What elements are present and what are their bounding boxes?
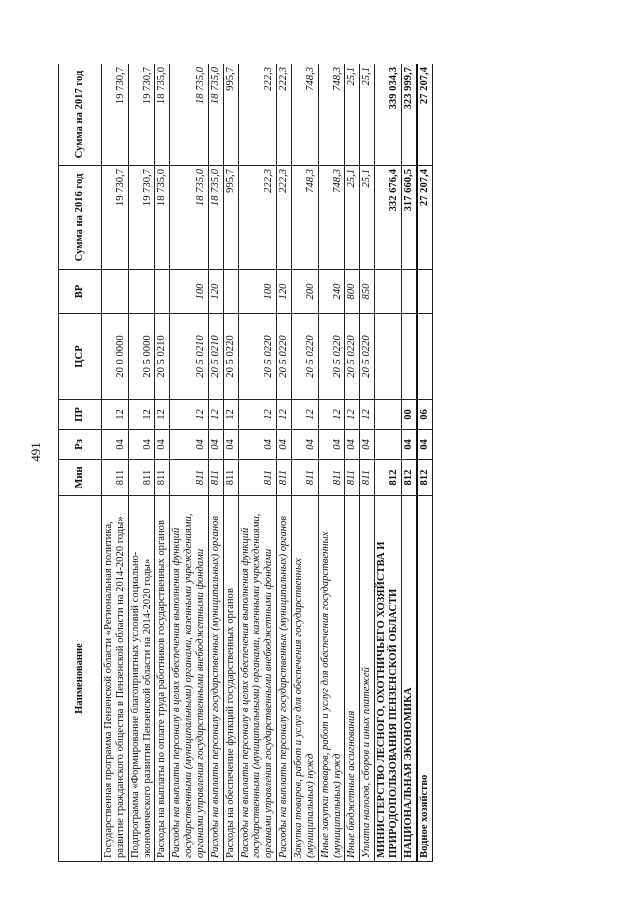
cell-pr: 00 [401, 400, 416, 430]
cell-sum-2017: 19 730,7 [128, 64, 155, 166]
cell-min: 811 [277, 460, 292, 496]
cell-name: Государственная программа Пензенской области «Региональная политика, развитие гражданского общества в Пензенской области на 2014-2020 годы» [102, 496, 129, 862]
cell-sum-2016: 222,3 [277, 166, 292, 270]
rotated-table-container [58, 64, 614, 862]
cell-pr: 12 [238, 400, 277, 430]
cell-csr: 20 5 0220 [238, 314, 277, 400]
cell-sum-2017: 339 034,3 [375, 64, 402, 166]
cell-sum-2017: 25,1 [360, 64, 375, 166]
cell-rz: 04 [170, 430, 209, 460]
cell-csr [401, 314, 416, 400]
cell-sum-2016: 19 730,7 [128, 166, 155, 270]
cell-rz: 04 [102, 430, 129, 460]
header-sum-2017: Сумма на 2017 год [59, 64, 102, 166]
cell-pr: 12 [318, 400, 345, 430]
table-row [360, 64, 375, 862]
cell-vr: 100 [238, 270, 277, 314]
table-row [318, 64, 345, 862]
cell-name: Расходы на выплаты персоналу в целях обеспечения выполнения функций государственными (муниципальными) органами, казенными учреждениями, органами управления государственными внебюджетными фондами [238, 496, 277, 862]
cell-min: 812 [401, 460, 416, 496]
cell-name: Водное хозяйство [417, 496, 432, 862]
cell-pr: 06 [417, 400, 432, 430]
table-row [238, 64, 277, 862]
cell-min: 811 [238, 460, 277, 496]
cell-rz: 04 [401, 430, 416, 460]
header-name: Наименование [59, 496, 102, 862]
cell-min: 811 [360, 460, 375, 496]
cell-csr: 20 5 0210 [155, 314, 170, 400]
table-row [208, 64, 223, 862]
cell-csr: 20 0 0000 [102, 314, 129, 400]
cell-rz: 04 [223, 430, 238, 460]
cell-vr: 800 [345, 270, 360, 314]
table-row [223, 64, 238, 862]
cell-csr: 20 5 0220 [318, 314, 345, 400]
cell-csr: 20 5 0000 [128, 314, 155, 400]
cell-min: 811 [155, 460, 170, 496]
cell-name: НАЦИОНАЛЬНАЯ ЭКОНОМИКА [401, 496, 416, 862]
cell-rz: 04 [417, 430, 432, 460]
table-row [277, 64, 292, 862]
table-row [345, 64, 360, 862]
cell-sum-2016: 748,3 [318, 166, 345, 270]
cell-csr [417, 314, 432, 400]
table-row [128, 64, 155, 862]
cell-sum-2016: 18 735,0 [170, 166, 209, 270]
header-csr: ЦСР [59, 314, 102, 400]
cell-pr: 12 [155, 400, 170, 430]
cell-sum-2017: 748,3 [318, 64, 345, 166]
cell-rz: 04 [345, 430, 360, 460]
cell-name: Закупка товаров, работ и услуг для обеспечения государственных (муниципальных) нужд [292, 496, 319, 862]
cell-sum-2017: 18 735,0 [208, 64, 223, 166]
cell-name: Расходы на выплаты персоналу в целях обеспечения выполнения функций государственными (муниципальными) органами, казенными учреждениями, органами управления государственными внебюджетными фондами [170, 496, 209, 862]
cell-csr: 20 5 0220 [277, 314, 292, 400]
cell-csr: 20 5 0220 [223, 314, 238, 400]
cell-name: Иные закупки товаров, работ и услуг для обеспечения государственных (муниципальных) нужд [318, 496, 345, 862]
cell-pr: 12 [223, 400, 238, 430]
cell-sum-2016: 18 735,0 [208, 166, 223, 270]
cell-vr [223, 270, 238, 314]
table-body [102, 64, 433, 862]
cell-sum-2016: 748,3 [292, 166, 319, 270]
table-row [401, 64, 416, 862]
cell-csr: 20 5 0220 [292, 314, 319, 400]
cell-vr: 100 [170, 270, 209, 314]
rotated-page-area [58, 64, 614, 862]
cell-vr: 200 [292, 270, 319, 314]
cell-vr [128, 270, 155, 314]
table-row [155, 64, 170, 862]
cell-sum-2016: 332 676,4 [375, 166, 402, 270]
cell-min: 811 [318, 460, 345, 496]
header-min: Мин [59, 460, 102, 496]
cell-rz: 04 [208, 430, 223, 460]
cell-vr: 120 [277, 270, 292, 314]
header-row [59, 64, 102, 862]
cell-csr: 20 5 0220 [360, 314, 375, 400]
cell-min: 811 [208, 460, 223, 496]
header-sum-2016: Сумма на 2016 год [59, 166, 102, 270]
cell-csr [375, 314, 402, 400]
cell-vr [155, 270, 170, 314]
cell-rz: 04 [128, 430, 155, 460]
cell-vr [102, 270, 129, 314]
cell-sum-2017: 222,3 [238, 64, 277, 166]
cell-sum-2017: 323 999,7 [401, 64, 416, 166]
cell-pr: 12 [292, 400, 319, 430]
cell-pr: 12 [208, 400, 223, 430]
header-rz: Рз [59, 430, 102, 460]
cell-vr [401, 270, 416, 314]
cell-pr: 12 [345, 400, 360, 430]
cell-rz [375, 430, 402, 460]
cell-pr: 12 [277, 400, 292, 430]
cell-csr: 20 5 0210 [208, 314, 223, 400]
cell-min: 811 [128, 460, 155, 496]
cell-name: Расходы на выплаты персоналу государственных (муниципальных) органов [277, 496, 292, 862]
cell-min: 811 [292, 460, 319, 496]
cell-rz: 04 [360, 430, 375, 460]
cell-vr: 120 [208, 270, 223, 314]
cell-sum-2017: 748,3 [292, 64, 319, 166]
cell-sum-2017: 25,1 [345, 64, 360, 166]
cell-vr: 850 [360, 270, 375, 314]
cell-sum-2017: 27 207,4 [417, 64, 432, 166]
cell-sum-2016: 995,7 [223, 166, 238, 270]
cell-rz: 04 [277, 430, 292, 460]
cell-pr: 12 [102, 400, 129, 430]
cell-sum-2017: 995,7 [223, 64, 238, 166]
cell-min: 811 [223, 460, 238, 496]
cell-pr [375, 400, 402, 430]
cell-sum-2016: 25,1 [345, 166, 360, 270]
cell-rz: 04 [318, 430, 345, 460]
header-pr: ПР [59, 400, 102, 430]
cell-name: Расходы на выплаты персоналу государственных (муниципальных) органов [208, 496, 223, 862]
cell-sum-2017: 19 730,7 [102, 64, 129, 166]
cell-csr: 20 5 0220 [345, 314, 360, 400]
cell-csr: 20 5 0210 [170, 314, 209, 400]
cell-min: 812 [375, 460, 402, 496]
cell-sum-2016: 25,1 [360, 166, 375, 270]
cell-sum-2016: 222,3 [238, 166, 277, 270]
cell-min: 811 [345, 460, 360, 496]
cell-pr: 12 [360, 400, 375, 430]
page-number: 491 [28, 442, 43, 462]
cell-min: 812 [417, 460, 432, 496]
cell-pr: 12 [128, 400, 155, 430]
cell-name: Уплата налогов, сборов и иных платежей [360, 496, 375, 862]
budget-table [58, 64, 433, 862]
header-vr: ВР [59, 270, 102, 314]
cell-min: 811 [102, 460, 129, 496]
table-row [417, 64, 432, 862]
cell-sum-2017: 222,3 [277, 64, 292, 166]
table-row [292, 64, 319, 862]
cell-rz: 04 [155, 430, 170, 460]
cell-pr: 12 [170, 400, 209, 430]
cell-vr: 240 [318, 270, 345, 314]
cell-name: Расходы на выплаты по оплате труда работников государственных органов [155, 496, 170, 862]
cell-name: МИНИСТЕРСТВО ЛЕСНОГО, ОХОТНИЧЬЕГО ХОЗЯЙСТВА И ПРИРОДОПОЛЬЗОВАНИЯ ПЕНЗЕНСКОЙ ОБЛАСТИ [375, 496, 402, 862]
cell-sum-2016: 317 660,5 [401, 166, 416, 270]
cell-name: Подпрограмма «Формирование благоприятных условий социально-экономического развития Пензенской области на 2014-2020 годы» [128, 496, 155, 862]
cell-sum-2017: 18 735,0 [170, 64, 209, 166]
cell-rz: 04 [292, 430, 319, 460]
cell-sum-2016: 27 207,4 [417, 166, 432, 270]
cell-vr [375, 270, 402, 314]
cell-sum-2016: 19 730,7 [102, 166, 129, 270]
table-row [102, 64, 129, 862]
table-row [375, 64, 402, 862]
cell-sum-2017: 18 735,0 [155, 64, 170, 166]
cell-sum-2016: 18 735,0 [155, 166, 170, 270]
cell-name: Иные бюджетные ассигнования [345, 496, 360, 862]
cell-min: 811 [170, 460, 209, 496]
cell-rz: 04 [238, 430, 277, 460]
cell-vr [417, 270, 432, 314]
table-row [170, 64, 209, 862]
cell-name: Расходы на обеспечение функций государственных органов [223, 496, 238, 862]
